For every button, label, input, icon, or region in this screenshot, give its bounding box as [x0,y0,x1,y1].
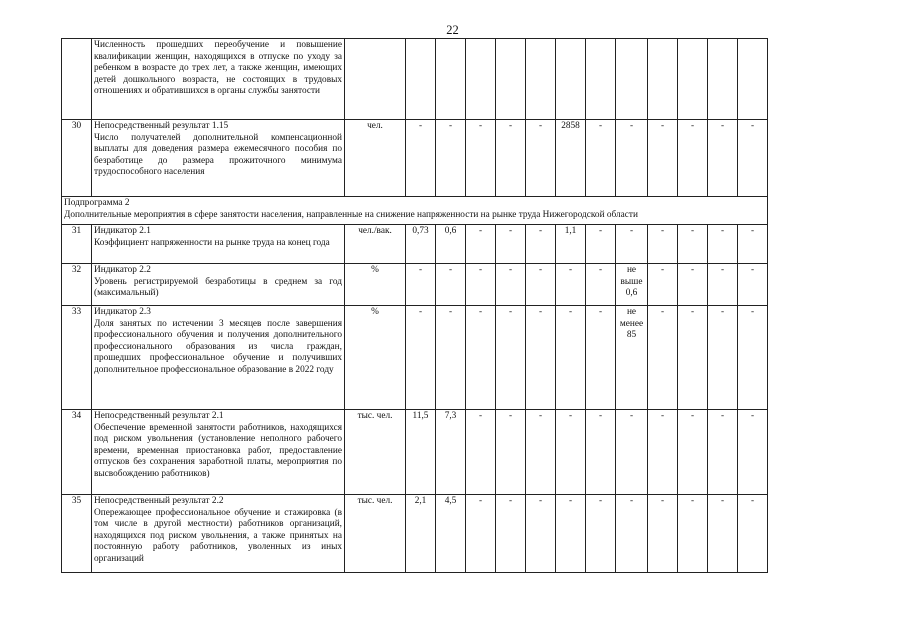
indicator-description: Обеспечение временной занятости работников, находящихся под риском увольнения (установление неполного рабочего времени, временная приостановка работ, предоставление отпусков без сохранения заработной платы, мероприятия по высвобождению работников) [94,422,342,479]
table-row [62,39,768,120]
indicator-cell [92,39,345,120]
value-cell: - [406,264,436,306]
page-number: 22 [446,23,459,37]
indicator-description: Уровень регистрируемой безработицы в среднем за год (максимальный) [94,276,342,299]
indicator-cell [92,120,345,197]
row-number: 34 [62,410,92,495]
subprogram-title: Подпрограмма 2 [64,198,130,208]
value-cell: - [466,495,496,573]
subprogram-row [62,197,768,225]
value-cell: - [586,495,616,573]
row-number: 35 [62,495,92,573]
value-cell: 0,6 [436,225,466,264]
unit-cell [345,39,406,120]
value-cell: - [708,264,738,306]
value-cell [738,39,768,120]
indicator-description: Коэффициент напряженности на рынке труда на конец года [94,237,330,248]
value-cell: - [678,495,708,573]
value-cell: - [648,225,678,264]
subprogram-name: Дополнительные мероприятия в сфере занятости населения, направленные на снижение напряженности на рынке труда Нижегородской области [64,209,638,220]
value-cell: - [556,495,586,573]
value-cell: - [496,264,526,306]
unit-cell: чел./вак. [345,225,406,264]
value-cell: - [586,264,616,306]
value-cell: - [616,495,648,573]
value-cell [466,39,496,120]
value-cell: - [738,120,768,197]
table-row [62,225,768,264]
value-cell: - [526,120,556,197]
table-row [62,306,768,410]
value-cell: - [526,410,556,495]
value-cell: - [648,264,678,306]
value-cell: - [738,225,768,264]
indicator-title: Индикатор 2.2 [94,265,151,275]
row-number: 30 [62,120,92,197]
value-cell: - [496,225,526,264]
table-row [62,264,768,306]
table-row [62,120,768,197]
value-cell: - [678,410,708,495]
value-cell: 4,5 [436,495,466,573]
row-number [62,39,92,120]
value-cell: - [466,225,496,264]
value-cell: - [586,120,616,197]
value-cell: - [526,225,556,264]
value-cell: - [738,306,768,410]
value-cell: - [496,495,526,573]
value-cell: не менее 85 [616,306,648,410]
indicator-title: Индикатор 2.3 [94,307,151,317]
value-cell: - [616,225,648,264]
value-cell: 1,1 [556,225,586,264]
indicator-description: Численность прошедших переобучение и повышение квалификации женщин, находящихся в отпуске по уходу за ребенком в возрасте до трех лет, а также женщин, имеющих детей дошкольного возраста, не состоящих в трудовых отношениях и обратившихся в органы службы занятости [94,40,342,97]
table-body [62,39,768,573]
value-cell: не выше 0,6 [616,264,648,306]
value-cell [556,39,586,120]
value-cell [436,39,466,120]
value-cell: - [556,410,586,495]
value-cell: - [526,264,556,306]
subprogram-cell [62,197,768,225]
value-cell: - [738,410,768,495]
value-cell: - [648,410,678,495]
table-row [62,410,768,495]
unit-cell: чел. [345,120,406,197]
value-cell [586,39,616,120]
row-number: 31 [62,225,92,264]
indicator-description: Опережающее профессиональное обучение и стажировка (в том числе в другой местности) работников организаций, находящихся под риском увольнения, а также принятых на постоянную работу работников, уволенных из иных организаций [94,507,342,564]
value-cell: - [406,306,436,410]
indicator-cell [92,225,345,264]
value-cell: - [586,225,616,264]
value-cell: 11,5 [406,410,436,495]
indicators-table [61,38,768,573]
value-cell: - [556,264,586,306]
value-cell: - [648,306,678,410]
value-cell: - [616,120,648,197]
unit-cell: тыс. чел. [345,495,406,573]
value-cell: - [526,495,556,573]
value-cell: - [708,225,738,264]
value-cell: - [496,410,526,495]
indicator-description: Число получателей дополнительной компенсационной выплаты для доведения размера ежемесячного пособия по безработице до размера прожиточного минимума трудоспособного населения [94,132,342,178]
value-cell: - [586,410,616,495]
value-cell: - [708,410,738,495]
row-number: 33 [62,306,92,410]
value-cell: - [436,264,466,306]
indicator-description: Доля занятых по истечении 3 месяцев после завершения профессионального обучения и получения дополнительного профессионального образования из числа граждан, прошедших профессиональное обучение и получивших дополнительное профессиональное образование в 2022 году [94,318,342,375]
value-cell: - [466,306,496,410]
value-cell: - [466,120,496,197]
value-cell: - [678,225,708,264]
indicator-title: Непосредственный результат 1.15 [94,121,229,131]
value-cell: - [738,264,768,306]
value-cell [526,39,556,120]
value-cell: - [436,306,466,410]
value-cell: 2858 [556,120,586,197]
value-cell: - [586,306,616,410]
indicator-title: Непосредственный результат 2.1 [94,411,224,421]
value-cell: - [406,120,436,197]
value-cell: 2,1 [406,495,436,573]
value-cell: - [466,410,496,495]
value-cell [616,39,648,120]
value-cell: - [648,495,678,573]
value-cell: - [556,306,586,410]
value-cell: - [678,306,708,410]
value-cell: - [678,120,708,197]
value-cell: - [708,120,738,197]
value-cell: - [648,120,678,197]
unit-cell: % [345,264,406,306]
indicator-cell [92,306,345,410]
value-cell [708,39,738,120]
indicator-cell [92,410,345,495]
value-cell: - [678,264,708,306]
unit-cell: % [345,306,406,410]
indicator-title: Индикатор 2.1 [94,226,151,236]
value-cell: - [466,264,496,306]
value-cell: - [526,306,556,410]
value-cell: 7,3 [436,410,466,495]
value-cell: - [436,120,466,197]
row-number: 32 [62,264,92,306]
value-cell [648,39,678,120]
value-cell: - [496,306,526,410]
indicator-title: Непосредственный результат 2.2 [94,496,224,506]
value-cell: - [708,495,738,573]
value-cell: - [738,495,768,573]
indicator-cell [92,264,345,306]
value-cell: - [616,410,648,495]
value-cell [678,39,708,120]
value-cell [406,39,436,120]
value-cell: - [708,306,738,410]
value-cell: - [496,120,526,197]
unit-cell: тыс. чел. [345,410,406,495]
value-cell: 0,73 [406,225,436,264]
value-cell [496,39,526,120]
table-row [62,495,768,573]
indicator-cell [92,495,345,573]
